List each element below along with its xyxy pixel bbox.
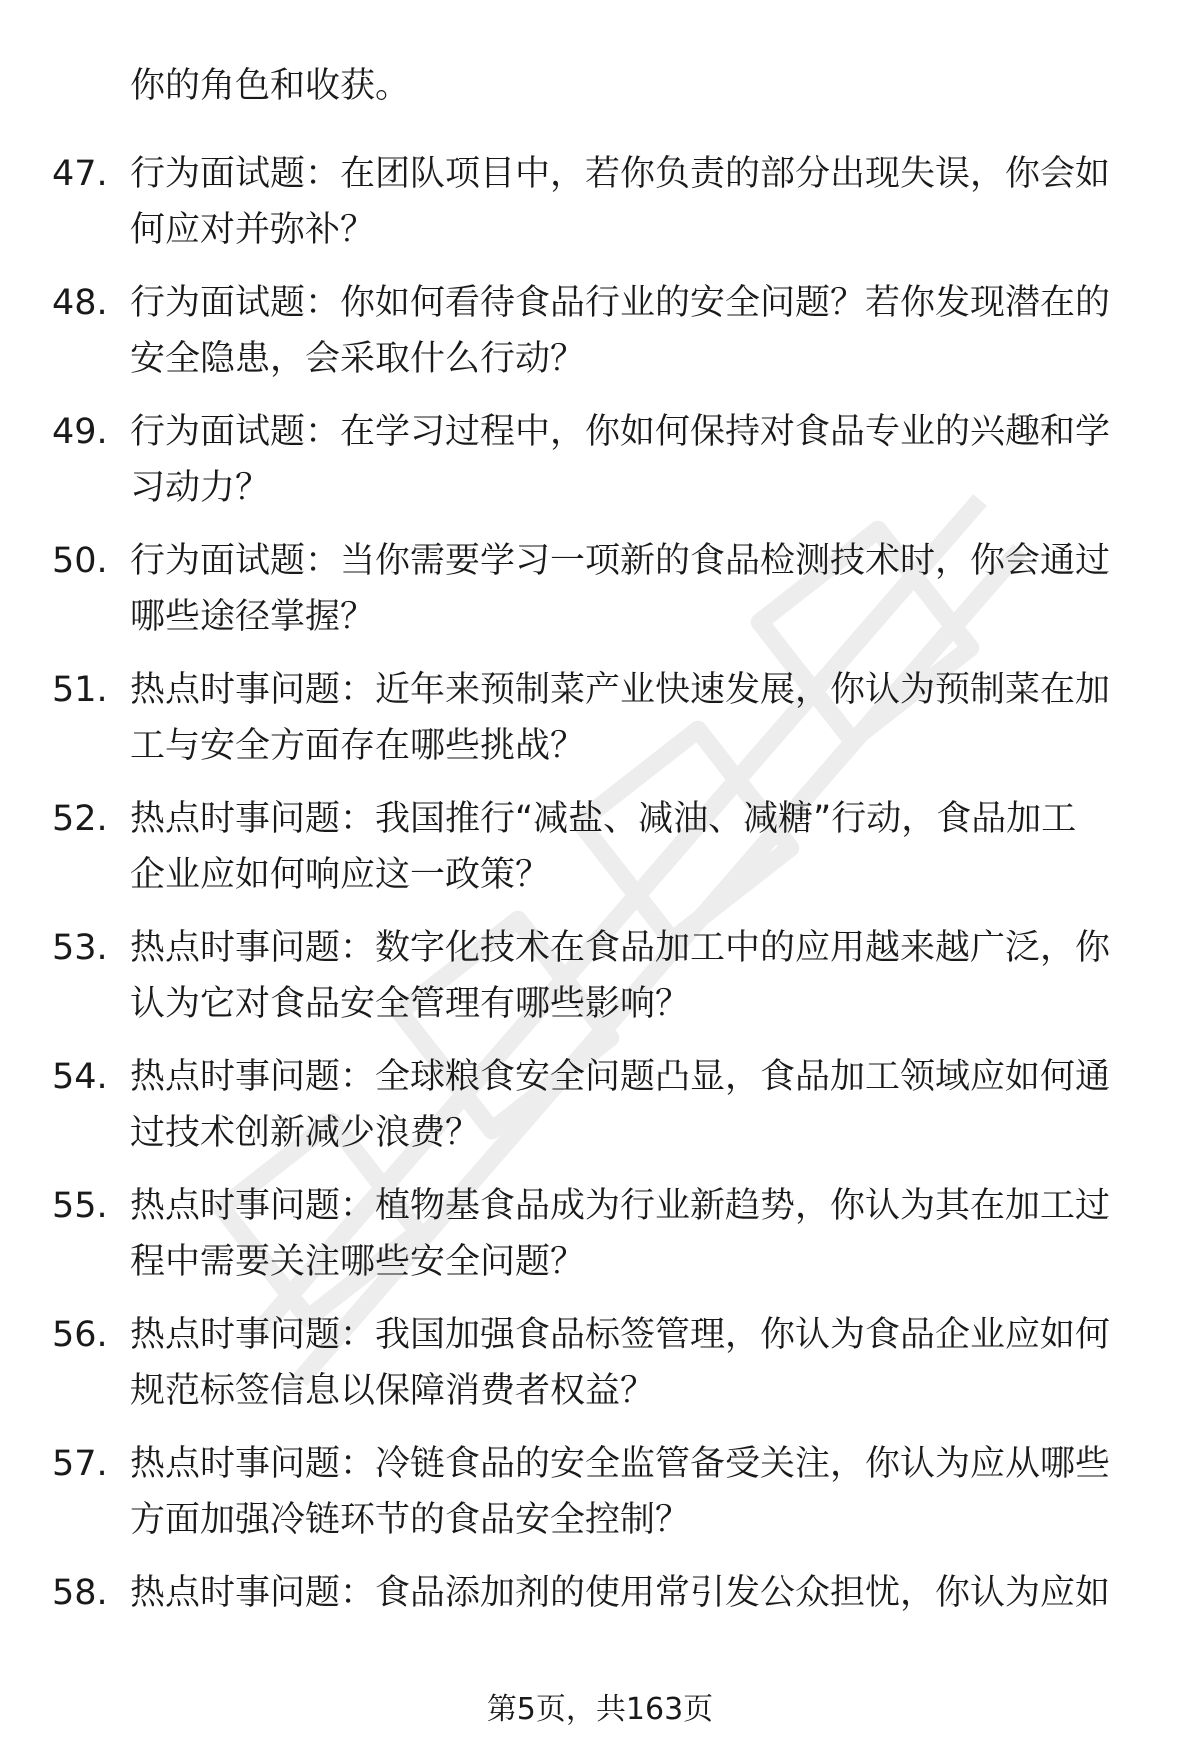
item-number: 54.	[52, 1057, 108, 1097]
item-number: 51.	[52, 670, 108, 710]
item-text-line1: 行为面试题：在团队项目中，若你负责的部分出现失误，你会如	[130, 154, 1111, 194]
item-number: 47.	[52, 154, 108, 194]
item-number: 56.	[52, 1315, 108, 1355]
item-text-line2: 习动力？	[130, 468, 271, 508]
item-text-line1: 热点时事问题：食品添加剂的使用常引发公众担忧，你认为应如	[130, 1573, 1111, 1613]
item-number: 48.	[52, 283, 108, 323]
item-text-line2: 认为它对食品安全管理有哪些影响？	[130, 984, 691, 1024]
page-footer: 第5页，共163页	[486, 1692, 714, 1727]
item-text-line1: 热点时事问题：我国加强食品标签管理，你认为食品企业应如何	[130, 1315, 1111, 1355]
item-number: 49.	[52, 412, 108, 452]
item-text-line2: 工与安全方面存在哪些挑战？	[130, 726, 586, 766]
item-number: 57.	[52, 1444, 108, 1484]
item-number: 52.	[52, 799, 108, 839]
item-text-line2: 规范标签信息以保障消费者权益？	[130, 1371, 656, 1411]
item-text-line1: 热点时事问题：植物基食品成为行业新趋势，你认为其在加工过	[130, 1186, 1111, 1226]
item-number: 55.	[52, 1186, 108, 1226]
item-text-line1: 热点时事问题：我国推行“减盐、减油、减糖”行动，食品加工	[130, 799, 1077, 839]
item-number: 58.	[52, 1573, 108, 1613]
continuation-text: 你的角色和收获。	[130, 66, 411, 106]
item-text-line1: 行为面试题：在学习过程中，你如何保持对食品专业的兴趣和学	[130, 412, 1111, 452]
item-text-line2: 哪些途径掌握？	[130, 597, 376, 637]
item-text-line2: 方面加强冷链环节的食品安全控制？	[130, 1500, 691, 1540]
item-text-line1: 行为面试题：你如何看待食品行业的安全问题？若你发现潜在的	[130, 283, 1111, 323]
item-text-line2: 何应对并弥补？	[130, 210, 376, 250]
item-text-line2: 企业应如何响应这一政策？	[130, 855, 551, 895]
item-text-line2: 程中需要关注哪些安全问题？	[130, 1242, 586, 1282]
item-text-line2: 安全隐患，会采取什么行动？	[130, 339, 586, 379]
item-text-line1: 热点时事问题：数字化技术在食品加工中的应用越来越广泛，你	[130, 928, 1111, 968]
item-text-line1: 行为面试题：当你需要学习一项新的食品检测技术时，你会通过	[130, 541, 1111, 581]
item-number: 50.	[52, 541, 108, 581]
item-text-line1: 热点时事问题：冷链食品的安全监管备受关注，你认为应从哪些	[130, 1444, 1111, 1484]
item-text-line1: 热点时事问题：近年来预制菜产业快速发展，你认为预制菜在加	[130, 670, 1111, 710]
item-text-line1: 热点时事问题：全球粮食安全问题凸显，食品加工领域应如何通	[130, 1057, 1111, 1097]
item-number: 53.	[52, 928, 108, 968]
item-text-line2: 过技术创新减少浪费？	[130, 1113, 481, 1153]
